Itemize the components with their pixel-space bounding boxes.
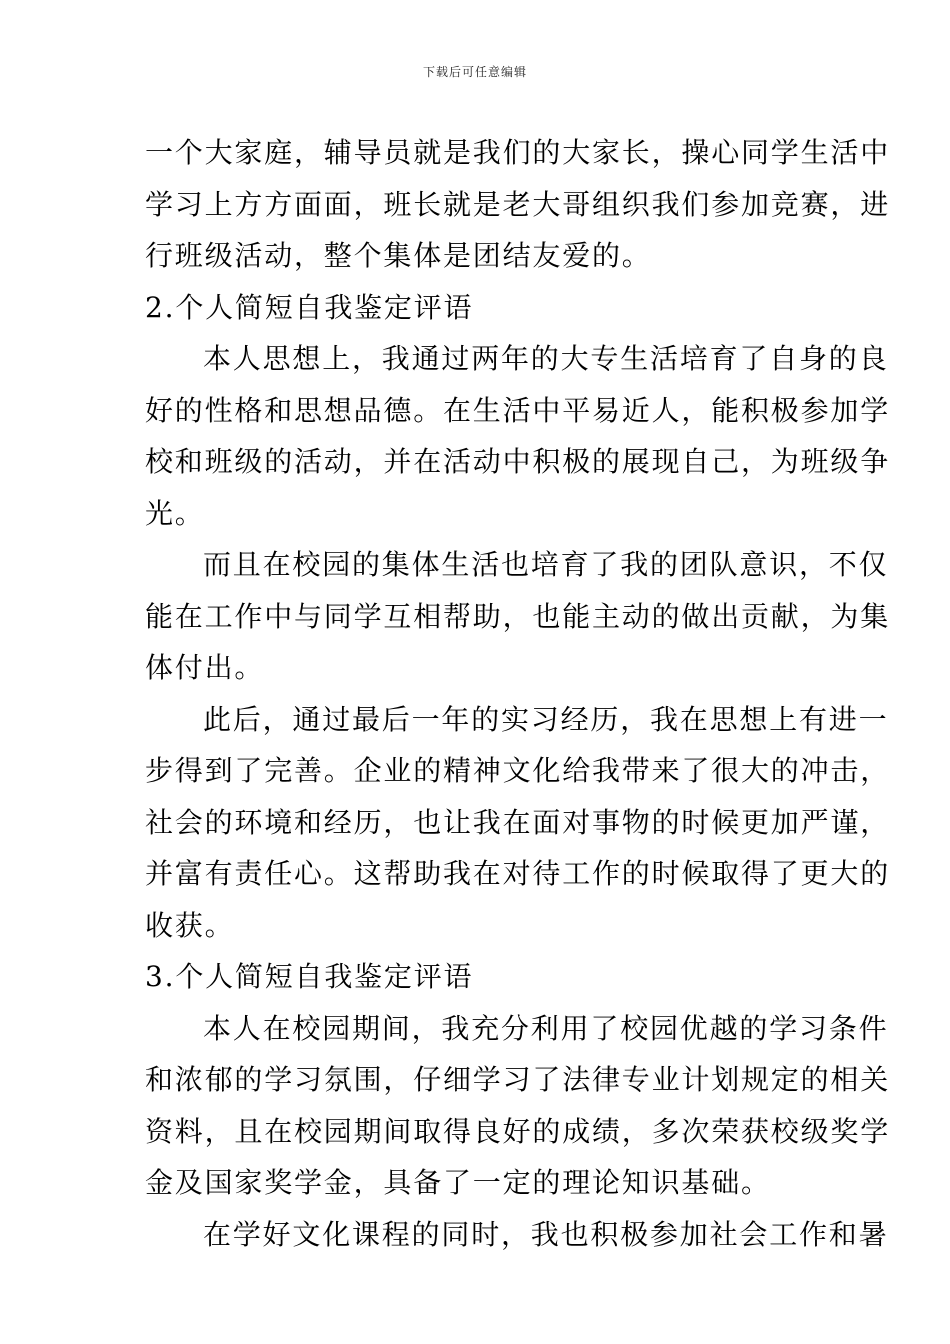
paragraph-internship — [145, 694, 891, 952]
text-line: 好的性格和思想品德。在生活中平易近人，能积极参加学 — [145, 393, 891, 427]
paragraph-study — [145, 1003, 891, 1209]
text-line: 学习上方方面面，班长就是老大哥组织我们参加竞赛，进 — [145, 187, 891, 221]
text-line: 校和班级的活动，并在活动中积极的展现自己，为班级争 — [145, 445, 891, 478]
text-line: 资料，且在校园期间取得良好的成绩，多次荣获校级奖学 — [145, 1114, 891, 1148]
paragraph-social-work — [145, 1209, 889, 1261]
text-line: 并富有责任心。这帮助我在对待工作的时候取得了更大的 — [145, 857, 891, 890]
text-line: 社会的环境和经历，也让我在面对事物的时候更加严谨， — [145, 805, 891, 839]
text-line: 而且在校园的集体生活也培育了我的团队意识，不仅 — [203, 548, 889, 581]
paragraph-thoughts — [145, 333, 891, 539]
text-line: 行班级活动，整个集体是团结友爱的。 — [145, 239, 652, 272]
section-heading-3: 3.个人简短自我鉴定评语 — [145, 960, 474, 993]
paragraph-continuation — [145, 127, 891, 282]
section-heading-2: 2.个人简短自我鉴定评语 — [145, 290, 474, 324]
text-line: 步得到了完善。企业的精神文化给我带来了很大的冲击， — [145, 754, 891, 787]
text-line: 一个大家庭，辅导员就是我们的大家长，操心同学生活中 — [145, 136, 891, 169]
text-line: 本人思想上，我通过两年的大专生活培育了自身的良 — [203, 342, 889, 375]
text-line: 收获。 — [145, 908, 235, 942]
paragraph-team — [145, 539, 891, 694]
text-line: 体付出。 — [145, 651, 265, 684]
text-line: 光。 — [145, 496, 205, 530]
text-line: 在学好文化课程的同时，我也积极参加社会工作和暑 — [203, 1217, 889, 1251]
page-header-note: 下载后可任意编辑 — [422, 65, 527, 79]
text-line: 此后，通过最后一年的实习经历，我在思想上有进一 — [203, 702, 889, 736]
document-body — [145, 127, 891, 1260]
text-line: 和浓郁的学习氛围，仔细学习了法律专业计划规定的相关 — [145, 1063, 891, 1096]
text-line: 本人在校园期间，我充分利用了校园优越的学习条件 — [203, 1011, 889, 1045]
text-line: 金及国家奖学金，具备了一定的理论知识基础。 — [145, 1166, 771, 1199]
text-line: 能在工作中与同学互相帮助，也能主动的做出贡献，为集 — [145, 599, 891, 633]
